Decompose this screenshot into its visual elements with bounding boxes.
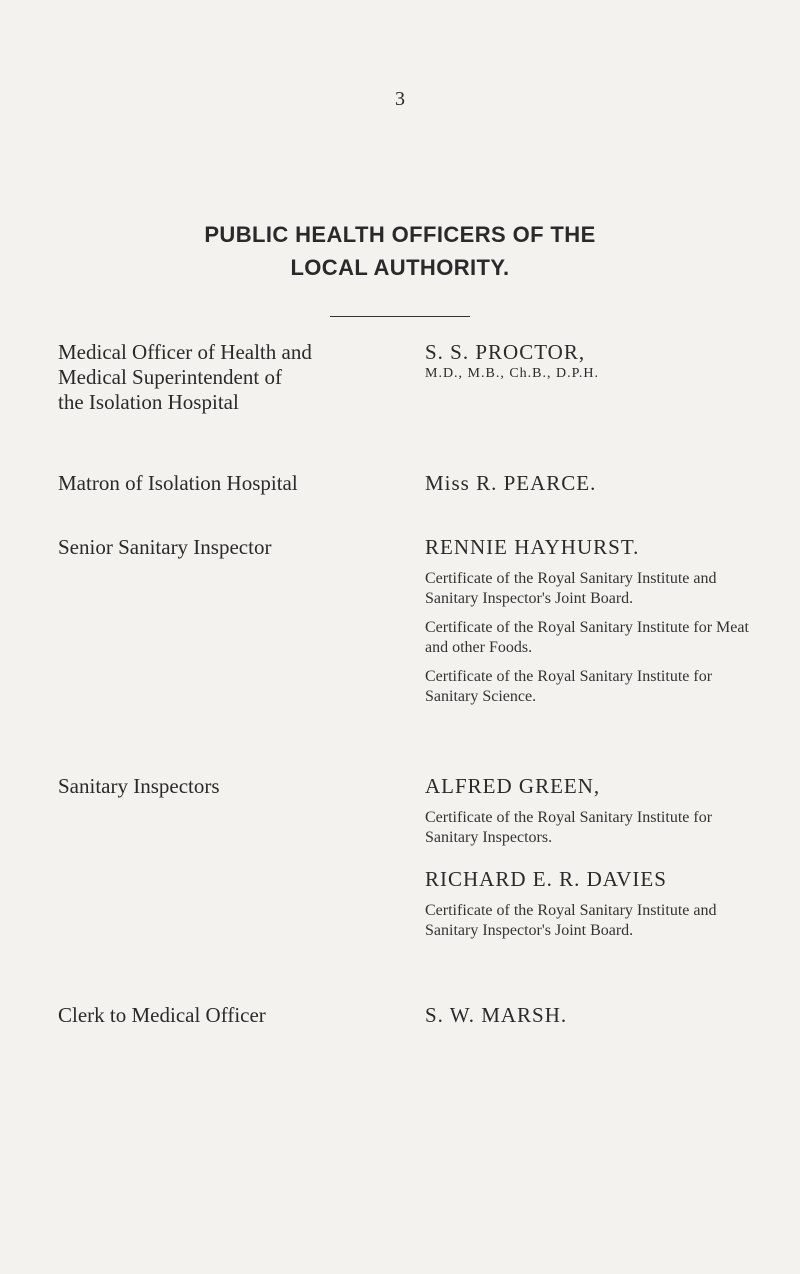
divider-rule xyxy=(330,316,470,317)
role-senior-sanitary-inspector xyxy=(58,535,378,560)
person-name: S. W. MARSH. xyxy=(425,1003,568,1027)
person-name: Miss R. PEARCE. xyxy=(425,471,597,495)
role-sanitary-inspectors xyxy=(58,774,378,799)
person-green xyxy=(425,774,755,848)
certificate: Certificate of the Royal Sanitary Institute and Sanitary Inspector's Joint Board. xyxy=(425,902,717,939)
role-line: Sanitary Inspectors xyxy=(58,774,220,798)
role-line: Clerk to Medical Officer xyxy=(58,1003,266,1027)
certificate: Certificate of the Royal Sanitary Institute for Sanitary Inspectors. xyxy=(425,809,713,846)
role-line: Medical Officer of Health and xyxy=(58,340,312,364)
title-line-1: PUBLIC HEALTH OFFICERS OF THE xyxy=(204,222,596,247)
certificate: Certificate of the Royal Sanitary Institute and Sanitary Inspector's Joint Board. xyxy=(425,570,717,607)
certificate: Certificate of the Royal Sanitary Institute for Meat and other Foods. xyxy=(425,619,749,656)
person-pearce xyxy=(425,471,755,496)
person-qualifications: M.D., M.B., Ch.B., D.P.H. xyxy=(425,366,599,381)
person-marsh xyxy=(425,1003,755,1028)
role-line: Senior Sanitary Inspector xyxy=(58,535,272,559)
role-line: the Isolation Hospital xyxy=(58,390,239,414)
person-davies xyxy=(425,867,755,941)
page-title xyxy=(0,218,800,284)
person-name: RENNIE HAYHURST. xyxy=(425,535,640,559)
role-matron xyxy=(58,471,378,496)
page-number: 3 xyxy=(395,88,405,110)
role-line: Matron of Isolation Hospital xyxy=(58,471,298,495)
role-clerk xyxy=(58,1003,378,1028)
title-line-2: LOCAL AUTHORITY. xyxy=(290,255,510,280)
certificate: Certificate of the Royal Sanitary Institute for Sanitary Science. xyxy=(425,668,713,705)
person-name: RICHARD E. R. DAVIES xyxy=(425,867,667,891)
person-name: ALFRED GREEN, xyxy=(425,774,601,798)
person-hayhurst xyxy=(425,535,755,707)
role-line: Medical Superintendent of xyxy=(58,365,282,389)
person-name: S. S. PROCTOR, xyxy=(425,340,586,364)
person-proctor xyxy=(425,340,755,382)
role-medical-officer xyxy=(58,340,378,415)
